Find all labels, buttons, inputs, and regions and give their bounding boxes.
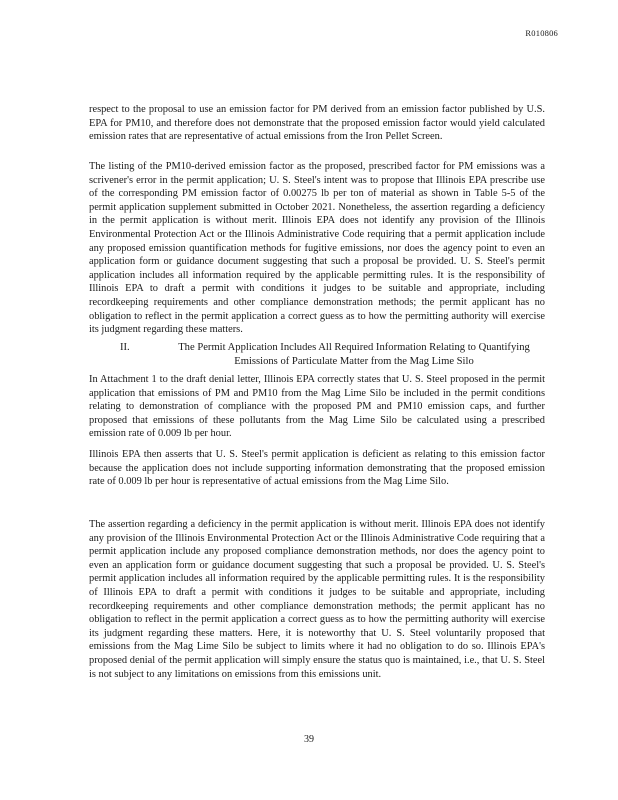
section-title: The Permit Application Includes All Required Information Relating to Quantifying Emissions of Particulate Matter from the Mag Lime Silo: [178, 342, 530, 367]
section-heading: [120, 341, 550, 369]
section-number: II.: [120, 342, 130, 353]
page-number: 39: [304, 734, 314, 745]
paragraph-scrivener-error: The listing of the PM10-derived emission factor as the proposed, prescribed factor for PM emissions was a scrivener's error in the permit application; U. S. Steel's intent was to propose that Illinois EPA prescribe use of the corresponding PM emission factor of 0.00275 lb per ton of material as shown in Table 5-5 of the permit application supplement submitted in October 2021. Nonetheless, the assertion regarding a deficiency in the permit application is without merit. Illinois EPA does not identify any provision of the Illinois Environmental Protection Act or the Illinois Administrative Code requiring that a permit application include any proposed emission quantification methods for fugitive emissions, nor does the agency point to even an application form or guidance document suggesting that such a proposal be provided. U. S. Steel's permit application includes all information required by the applicable permitting rules. It is the responsibility of Illinois EPA to draft a permit with conditions it judges to be suitable and appropriate, including recordkeeping requirements and other compliance demonstration methods; the permit applicant has no obligation to reflect in the permit application a correct guess as to how the permitting authority will exercise its judgment regarding these matters.: [89, 161, 545, 336]
paragraph-rebuttal: The assertion regarding a deficiency in the permit application is without merit. Illinois EPA does not identify any provision of the Illinois Environmental Protection Act or the Illinois Administrative Code requiring that a permit application include any proposed compliance demonstration methods, nor does the agency point to even an application form or guidance document suggesting that such a proposal be provided. U. S. Steel's permit application includes all information required by the applicable permitting rules. It is the responsibility of Illinois EPA to draft a permit with conditions it judges to be suitable and appropriate, including recordkeeping requirements and other compliance demonstration methods; the permit applicant has no obligation to reflect in the permit application a correct guess as to how the permitting authority will exercise its judgment regarding these matters. Here, it is noteworthy that U. S. Steel voluntarily proposed that emissions from the Mag Lime Silo be subject to limits where it had no obligation to do so. Illinois EPA's proposed denial of the permit application will simply ensure the status quo is maintained, i.e., that U. S. Steel is not subject to any limitations on emissions from this emissions unit.: [89, 519, 545, 680]
document-id: R010806: [525, 28, 558, 38]
paragraph-attachment-1: In Attachment 1 to the draft denial letter, Illinois EPA correctly states that U. S. Steel proposed in the permit application that emissions of PM and PM10 from the Mag Lime Silo be included in the permit conditions relating to demonstration of compliance with the proposed PM and PM10 emission caps, and further proposed that emissions of these pollutants from the Mag Lime Silo be calculated using a prescribed emission rate of 0.009 lb per hour.: [89, 374, 545, 440]
paragraph-continuation: respect to the proposal to use an emission factor for PM derived from an emission factor published by U.S. EPA for PM10, and therefore does not demonstrate that the proposed emission factor would yield calculated emission rates that are representative of actual emissions from the Iron Pellet Screen.: [89, 104, 545, 143]
paragraph-epa-assertion: Illinois EPA then asserts that U. S. Steel's permit application is deficient as relating to this emission factor because the application does not include supporting information demonstrating that the proposed emission rate of 0.009 lb per hour is representative of actual emissions from the Mag Lime Silo.: [89, 449, 545, 488]
